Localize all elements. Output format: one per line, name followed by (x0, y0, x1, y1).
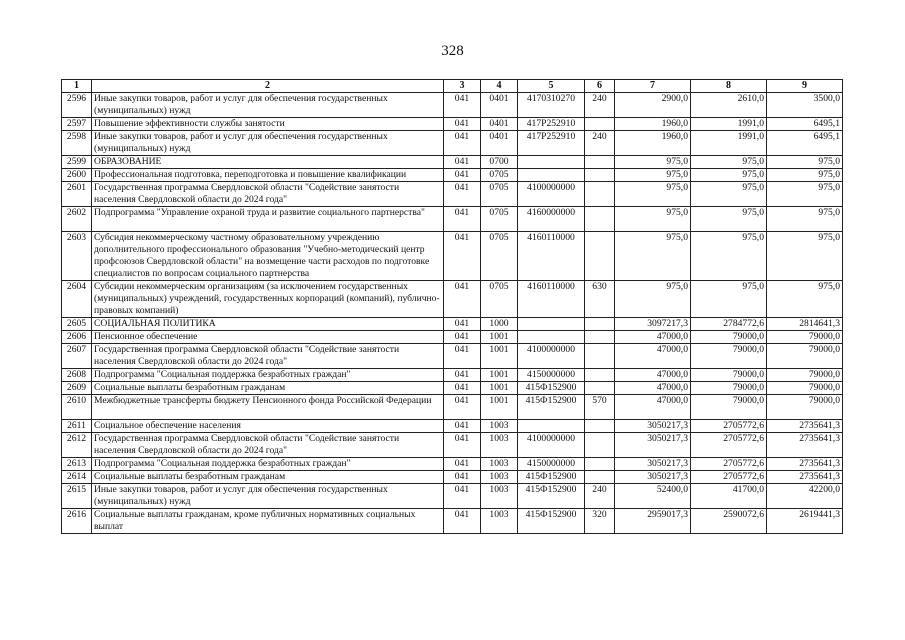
row-number: 2596 (62, 93, 92, 118)
amount-year-3: 975,0 (767, 281, 843, 318)
amount-year-2: 2784772,6 (691, 318, 767, 331)
expense-type-code (585, 433, 615, 458)
row-number: 2613 (62, 458, 92, 471)
row-number: 2599 (62, 156, 92, 169)
expense-type-code (585, 156, 615, 169)
expense-type-code: 240 (585, 93, 615, 118)
chapter-code: 041 (444, 182, 481, 207)
section-code: 1003 (481, 484, 518, 509)
table-body (62, 93, 843, 534)
amount-year-2: 2705772,6 (691, 458, 767, 471)
chapter-code: 041 (444, 369, 481, 382)
target-article-code: 415Ф152900 (518, 484, 585, 509)
section-code: 0401 (481, 131, 518, 156)
section-code: 0401 (481, 118, 518, 131)
table-row (62, 344, 843, 369)
table-row (62, 182, 843, 207)
amount-year-3: 975,0 (767, 156, 843, 169)
table-row (62, 318, 843, 331)
expense-type-code (585, 369, 615, 382)
expense-type-code: 240 (585, 484, 615, 509)
row-number: 2609 (62, 382, 92, 395)
target-article-code: 4160110000 (518, 281, 585, 318)
row-number: 2598 (62, 131, 92, 156)
target-article-code (518, 156, 585, 169)
chapter-code: 041 (444, 471, 481, 484)
chapter-code: 041 (444, 169, 481, 182)
row-name: Государственная программа Свердловской области "Содействие занятости населения Свердловской области до 2024 года" (92, 182, 444, 207)
section-code: 1003 (481, 471, 518, 484)
amount-year-2: 2610,0 (691, 93, 767, 118)
target-article-code: 4170310270 (518, 93, 585, 118)
row-number: 2601 (62, 182, 92, 207)
chapter-code: 041 (444, 458, 481, 471)
amount-year-3: 3500,0 (767, 93, 843, 118)
row-name: Социальные выплаты безработным гражданам (92, 382, 444, 395)
row-number: 2607 (62, 344, 92, 369)
row-name: Пенсионное обеспечение (92, 331, 444, 344)
amount-year-3: 2735641,3 (767, 420, 843, 433)
header-row (62, 80, 843, 93)
expense-type-code (585, 207, 615, 232)
chapter-code: 041 (444, 156, 481, 169)
row-number: 2610 (62, 395, 92, 420)
row-name: Социальные выплаты безработным гражданам (92, 471, 444, 484)
table-row (62, 395, 843, 420)
table-row (62, 471, 843, 484)
amount-year-1: 975,0 (615, 207, 691, 232)
expense-type-code: 240 (585, 131, 615, 156)
chapter-code: 041 (444, 93, 481, 118)
amount-year-2: 79000,0 (691, 382, 767, 395)
section-code: 0705 (481, 281, 518, 318)
target-article-code (518, 169, 585, 182)
row-number: 2614 (62, 471, 92, 484)
expense-type-code: 320 (585, 509, 615, 534)
target-article-code: 4150000000 (518, 369, 585, 382)
chapter-code: 041 (444, 331, 481, 344)
amount-year-1: 3050217,3 (615, 433, 691, 458)
target-article-code: 4160110000 (518, 232, 585, 281)
amount-year-3: 42200,0 (767, 484, 843, 509)
target-article-code (518, 318, 585, 331)
row-name: Повышение эффективности службы занятости (92, 118, 444, 131)
chapter-code: 041 (444, 318, 481, 331)
target-article-code: 415Ф152900 (518, 509, 585, 534)
section-code: 1001 (481, 331, 518, 344)
expense-type-code (585, 232, 615, 281)
expense-type-code (585, 420, 615, 433)
table-row (62, 118, 843, 131)
target-article-code: 415Ф152900 (518, 395, 585, 420)
target-article-code: 417P252910 (518, 118, 585, 131)
section-code: 0401 (481, 93, 518, 118)
budget-table (61, 79, 843, 534)
amount-year-2: 1991,0 (691, 131, 767, 156)
target-article-code (518, 420, 585, 433)
amount-year-3: 2735641,3 (767, 471, 843, 484)
amount-year-1: 1960,0 (615, 118, 691, 131)
amount-year-1: 975,0 (615, 156, 691, 169)
header-cell: 7 (615, 80, 691, 93)
target-article-code: 4100000000 (518, 344, 585, 369)
row-name: Иные закупки товаров, работ и услуг для обеспечения государственных (муниципальных) нужд (92, 484, 444, 509)
header-cell: 4 (481, 80, 518, 93)
header-cell: 9 (767, 80, 843, 93)
chapter-code: 041 (444, 232, 481, 281)
amount-year-1: 3050217,3 (615, 471, 691, 484)
target-article-code (518, 331, 585, 344)
table-row (62, 509, 843, 534)
table-row (62, 169, 843, 182)
table-row (62, 93, 843, 118)
expense-type-code (585, 331, 615, 344)
section-code: 0700 (481, 156, 518, 169)
table-row (62, 458, 843, 471)
chapter-code: 041 (444, 395, 481, 420)
amount-year-3: 6495,1 (767, 131, 843, 156)
amount-year-2: 975,0 (691, 281, 767, 318)
amount-year-2: 2590072,6 (691, 509, 767, 534)
table-row (62, 131, 843, 156)
row-number: 2605 (62, 318, 92, 331)
header-cell: 1 (62, 80, 92, 93)
row-number: 2616 (62, 509, 92, 534)
expense-type-code: 630 (585, 281, 615, 318)
row-name: Подпрограмма "Социальная поддержка безработных граждан" (92, 458, 444, 471)
row-number: 2603 (62, 232, 92, 281)
header-cell: 2 (92, 80, 444, 93)
row-number: 2597 (62, 118, 92, 131)
amount-year-3: 6495,1 (767, 118, 843, 131)
section-code: 0705 (481, 169, 518, 182)
header-cell: 8 (691, 80, 767, 93)
section-code: 0705 (481, 232, 518, 281)
expense-type-code (585, 458, 615, 471)
amount-year-1: 1960,0 (615, 131, 691, 156)
row-name: ОБРАЗОВАНИЕ (92, 156, 444, 169)
amount-year-2: 79000,0 (691, 395, 767, 420)
chapter-code: 041 (444, 484, 481, 509)
target-article-code: 415Ф152900 (518, 382, 585, 395)
amount-year-3: 975,0 (767, 232, 843, 281)
amount-year-2: 2705772,6 (691, 471, 767, 484)
amount-year-1: 2959017,3 (615, 509, 691, 534)
chapter-code: 041 (444, 344, 481, 369)
amount-year-3: 2735641,3 (767, 458, 843, 471)
amount-year-1: 47000,0 (615, 344, 691, 369)
amount-year-1: 47000,0 (615, 382, 691, 395)
chapter-code: 041 (444, 131, 481, 156)
target-article-code: 4160000000 (518, 207, 585, 232)
chapter-code: 041 (444, 118, 481, 131)
amount-year-2: 79000,0 (691, 344, 767, 369)
row-name: Субсидии некоммерческим организациям (за исключением государственных (муниципальных) учреждений, государственных корпораций (компаний), публично-правовых компаний) (92, 281, 444, 318)
amount-year-3: 79000,0 (767, 382, 843, 395)
table-row (62, 484, 843, 509)
amount-year-1: 975,0 (615, 169, 691, 182)
row-name: Социальное обеспечение населения (92, 420, 444, 433)
table-row (62, 369, 843, 382)
expense-type-code (585, 182, 615, 207)
section-code: 1003 (481, 433, 518, 458)
amount-year-3: 975,0 (767, 207, 843, 232)
amount-year-2: 2705772,6 (691, 433, 767, 458)
row-number: 2608 (62, 369, 92, 382)
amount-year-3: 2735641,3 (767, 433, 843, 458)
amount-year-2: 2705772,6 (691, 420, 767, 433)
amount-year-3: 975,0 (767, 169, 843, 182)
target-article-code: 415Ф152900 (518, 471, 585, 484)
amount-year-2: 79000,0 (691, 331, 767, 344)
header-cell: 6 (585, 80, 615, 93)
amount-year-3: 79000,0 (767, 331, 843, 344)
row-number: 2604 (62, 281, 92, 318)
row-name: Иные закупки товаров, работ и услуг для обеспечения государственных (муниципальных) нужд (92, 93, 444, 118)
section-code: 1001 (481, 344, 518, 369)
row-name: Профессиональная подготовка, переподготовка и повышение квалификации (92, 169, 444, 182)
row-number: 2611 (62, 420, 92, 433)
amount-year-1: 47000,0 (615, 395, 691, 420)
chapter-code: 041 (444, 509, 481, 534)
row-number: 2606 (62, 331, 92, 344)
amount-year-2: 975,0 (691, 182, 767, 207)
chapter-code: 041 (444, 382, 481, 395)
expense-type-code: 570 (585, 395, 615, 420)
amount-year-1: 2900,0 (615, 93, 691, 118)
target-article-code: 4100000000 (518, 182, 585, 207)
expense-type-code (585, 118, 615, 131)
chapter-code: 041 (444, 420, 481, 433)
table-row (62, 207, 843, 232)
chapter-code: 041 (444, 433, 481, 458)
amount-year-1: 52400,0 (615, 484, 691, 509)
expense-type-code (585, 344, 615, 369)
amount-year-2: 79000,0 (691, 369, 767, 382)
row-number: 2615 (62, 484, 92, 509)
table-row (62, 331, 843, 344)
page-number: 328 (441, 43, 464, 59)
amount-year-3: 975,0 (767, 182, 843, 207)
section-code: 1003 (481, 458, 518, 471)
section-code: 1001 (481, 382, 518, 395)
section-code: 1003 (481, 420, 518, 433)
target-article-code: 417P252910 (518, 131, 585, 156)
amount-year-3: 2619441,3 (767, 509, 843, 534)
amount-year-2: 1991,0 (691, 118, 767, 131)
row-name: Государственная программа Свердловской области "Содействие занятости населения Свердловской области до 2024 года" (92, 433, 444, 458)
row-name: Подпрограмма "Управление охраной труда и развитие социального партнерства" (92, 207, 444, 232)
section-code: 1000 (481, 318, 518, 331)
amount-year-1: 47000,0 (615, 369, 691, 382)
row-name: СОЦИАЛЬНАЯ ПОЛИТИКА (92, 318, 444, 331)
expense-type-code (585, 382, 615, 395)
row-name: Социальные выплаты гражданам, кроме публичных нормативных социальных выплат (92, 509, 444, 534)
section-code: 1001 (481, 395, 518, 420)
row-name: Подпрограмма "Социальная поддержка безработных граждан" (92, 369, 444, 382)
section-code: 1001 (481, 369, 518, 382)
amount-year-2: 41700,0 (691, 484, 767, 509)
amount-year-3: 79000,0 (767, 395, 843, 420)
section-code: 1003 (481, 509, 518, 534)
table-row (62, 281, 843, 318)
table-row (62, 433, 843, 458)
amount-year-2: 975,0 (691, 169, 767, 182)
row-number: 2600 (62, 169, 92, 182)
amount-year-1: 975,0 (615, 281, 691, 318)
amount-year-2: 975,0 (691, 232, 767, 281)
amount-year-1: 3097217,3 (615, 318, 691, 331)
header-cell: 5 (518, 80, 585, 93)
chapter-code: 041 (444, 207, 481, 232)
table-row (62, 382, 843, 395)
expense-type-code (585, 471, 615, 484)
amount-year-3: 79000,0 (767, 369, 843, 382)
row-number: 2612 (62, 433, 92, 458)
table-row (62, 156, 843, 169)
table-row (62, 232, 843, 281)
amount-year-1: 3050217,3 (615, 420, 691, 433)
amount-year-1: 975,0 (615, 182, 691, 207)
section-code: 0705 (481, 207, 518, 232)
row-name: Государственная программа Свердловской области "Содействие занятости населения Свердловской области до 2024 года" (92, 344, 444, 369)
section-code: 0705 (481, 182, 518, 207)
amount-year-3: 79000,0 (767, 344, 843, 369)
row-number: 2602 (62, 207, 92, 232)
amount-year-2: 975,0 (691, 156, 767, 169)
chapter-code: 041 (444, 281, 481, 318)
amount-year-1: 975,0 (615, 232, 691, 281)
target-article-code: 4150000000 (518, 458, 585, 471)
row-name: Иные закупки товаров, работ и услуг для обеспечения государственных (муниципальных) нужд (92, 131, 444, 156)
target-article-code: 4100000000 (518, 433, 585, 458)
row-name: Межбюджетные трансферты бюджету Пенсионного фонда Российской Федерации (92, 395, 444, 420)
row-name: Субсидия некоммерческому частному образовательному учреждению дополнительного профессионального образования "Учебно-методический центр профсоюзов Свердловской области" на возмещение части расходов по подготовке специалистов по вопросам социального партнерства (92, 232, 444, 281)
table-row (62, 420, 843, 433)
amount-year-3: 2814641,3 (767, 318, 843, 331)
amount-year-2: 975,0 (691, 207, 767, 232)
expense-type-code (585, 318, 615, 331)
header-cell: 3 (444, 80, 481, 93)
amount-year-1: 47000,0 (615, 331, 691, 344)
expense-type-code (585, 169, 615, 182)
amount-year-1: 3050217,3 (615, 458, 691, 471)
